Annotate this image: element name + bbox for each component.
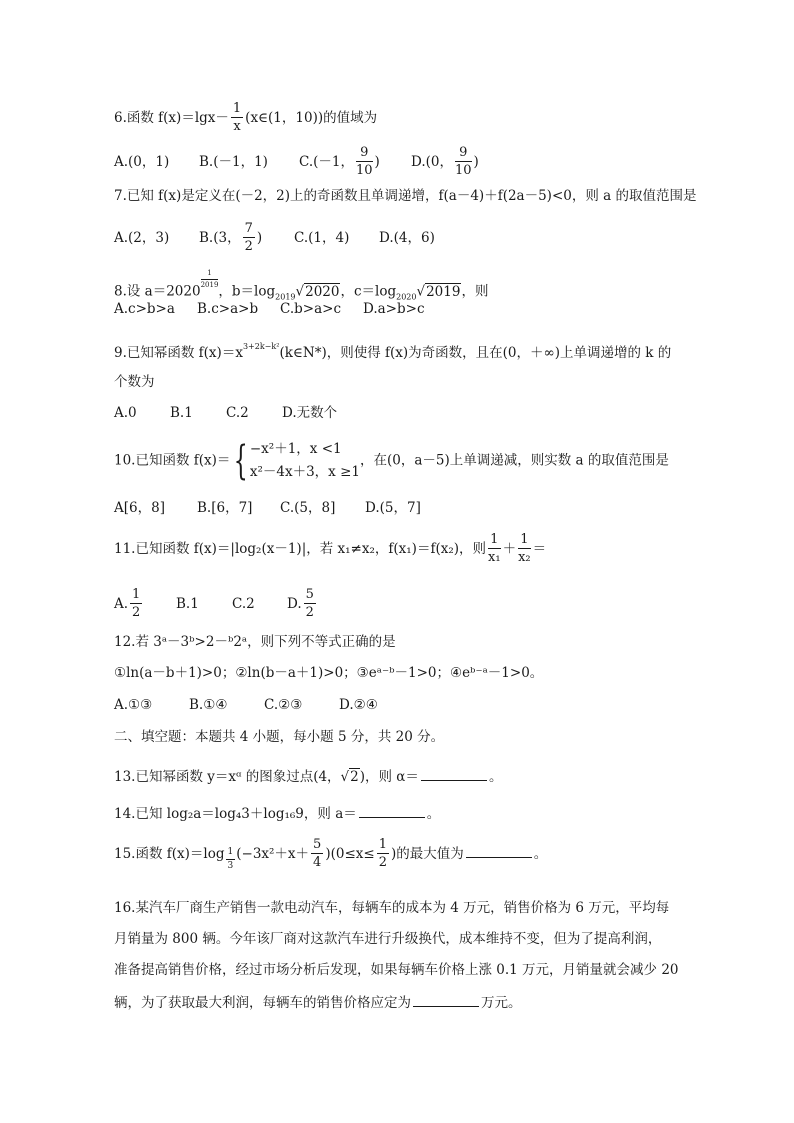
q7-option-c: C.(1，4) — [294, 229, 350, 246]
q13-answer-blank[interactable] — [421, 768, 487, 781]
q14-answer-blank[interactable] — [359, 805, 425, 818]
q12-stem: 12.若 3ᵃ－3ᵇ>2－ᵇ2ᵃ，则下列不等式正确的是 — [114, 634, 396, 650]
q7-option-b: B.(3， $\frac{7}{2}$ ) — [199, 221, 263, 255]
q13-stem: 13.已知幂函数 y＝xᵅ 的图象过点(4，√2)，则 α＝ 。 — [114, 769, 503, 785]
q6-option-d: D.(0， $\frac{9}{10}$ ) — [411, 145, 479, 179]
q12-option-c: C.②③ — [264, 697, 303, 713]
q16-line2: 月销量为 800 辆。今年该厂商对这款汽车进行升级换代，成本维持不变，但为了提高利润， — [114, 931, 662, 947]
q9-option-b: B.1 — [170, 405, 193, 421]
q9-stem-cont: 个数为 — [114, 374, 155, 390]
q9-option-a: A.0 — [114, 405, 137, 421]
q12-options — [114, 699, 378, 713]
q10-piecewise: −x²＋1，x <1 x²－4x＋3，x ≥1 — [249, 441, 360, 480]
q10-options — [114, 502, 421, 516]
q10-brace: { — [234, 437, 249, 484]
q7-stem: 7.已知 f(x)是定义在(－2，2)上的奇函数且单调递增，f(a－4)＋f(2a－5)<0，则 a 的取值范围是 — [114, 188, 697, 204]
q9-stem: 9.已知幂函数 $f(x)=x^{3+2k-k^2}(k\in N*)$，则使得 f(x)为奇函数，且在(0，＋∞)上单调递增的 k 的 — [114, 342, 672, 361]
q6-stem: 6.函数 f(x)＝lgx－ $\frac{1}{x}$ (x∈(1，10))的值域为 — [114, 101, 378, 135]
q11-option-d: D. $\frac{5}{2}$ — [287, 587, 314, 621]
q16-line3: 准备提高销售价格，经过市场分析后发现，如果每辆车价格上涨 0.1 万元，月销量就会减少 20 — [114, 962, 679, 978]
q6-fraction: $\frac{1}{x}$ — [232, 101, 242, 135]
q8-stem: 8.设 a＝2020 $\frac{1}{2019}$ ，$b=\log_{2019}√2020$，$c=\log_{2020}√2019$，则 — [114, 269, 489, 302]
q7-option-d: D.(4，6) — [379, 229, 435, 246]
q6-options — [114, 146, 479, 179]
q6-option-b: B.(－1，1) — [199, 153, 268, 170]
q10-option-c: C.(5，8] — [280, 500, 336, 516]
q12-option-b: B.①④ — [189, 697, 228, 713]
q11-options — [114, 588, 318, 621]
q15-stem: 15.函数 f(x)＝log $\frac{1}{3}$ (−3x²＋x＋ $\frac{5}{4}$ )(0≤x≤ $\frac{1}{2}$ )的最大值为 。 — [114, 837, 548, 871]
q14-stem: 14.已知 log₂a＝log₄3＋log₁₆9，则 a＝ 。 — [114, 806, 441, 822]
q10-option-a: A[6，8] — [114, 500, 165, 516]
q12-option-d: D.②④ — [339, 697, 378, 713]
section-title-fill-blank: 二、填空题：本题共 4 小题，每小题 5 分，共 20 分。 — [114, 729, 445, 745]
q8-option-d: D.a>b>c — [363, 301, 425, 317]
q8-options — [114, 303, 425, 317]
q16-line1: 16.某汽车厂商生产销售一款电动汽车，每辆车的成本为 4 万元，销售价格为 6 万元，平均每 — [114, 900, 670, 916]
q11-option-b: B.1 — [176, 595, 199, 612]
q10-option-b: B.[6，7] — [197, 500, 253, 516]
q12-items: ①ln(a－b＋1)>0；②ln(b－a＋1)>0；③eᵃ⁻ᵇ－1>0；④eᵇ⁻ᵃ－1>0。 — [114, 665, 544, 681]
q7-options — [114, 222, 435, 255]
q11-option-c: C.2 — [232, 595, 255, 612]
q7-option-a: A.(2，3) — [114, 229, 170, 246]
q6-option-a: A.(0，1) — [114, 153, 170, 170]
q8-option-c: C.b>a>c — [280, 301, 342, 317]
q9-options — [114, 407, 337, 421]
q10-option-d: D.(5，7] — [365, 500, 421, 516]
q8-option-b: B.c>a>b — [197, 301, 259, 317]
q9-option-d: D.无数个 — [282, 405, 338, 421]
q10-stem: 10.已知函数 f(x)＝{ −x²＋1，x <1 x²－4x＋3，x ≥1 ，在(0，a－5)上单调递减，则实数 a 的取值范围是 — [114, 437, 669, 484]
q12-option-a: A.①③ — [114, 697, 153, 713]
q15-answer-blank[interactable] — [466, 845, 532, 858]
q16-answer-blank[interactable] — [413, 994, 479, 1007]
q11-stem: 11.已知函数 f(x)＝|log₂(x－1)|，若 x₁≠x₂，f(x₁)＝f(x₂)，则 $\frac{1}{\text{x₁}}$ ＋ $\frac{1}{\text{x₂}}$ ＝ — [114, 532, 547, 566]
q6-option-c: C.(－1， $\frac{9}{10}$ ) — [299, 145, 380, 179]
q9-option-c: C.2 — [226, 405, 249, 421]
q8-option-a: A.c>b>a — [114, 301, 175, 317]
q11-option-a: A. $\frac{1}{2}$ — [114, 587, 141, 621]
q16-line4: 辆，为了获取最大利润，每辆车的销售价格应定为 万元。 — [114, 995, 522, 1011]
